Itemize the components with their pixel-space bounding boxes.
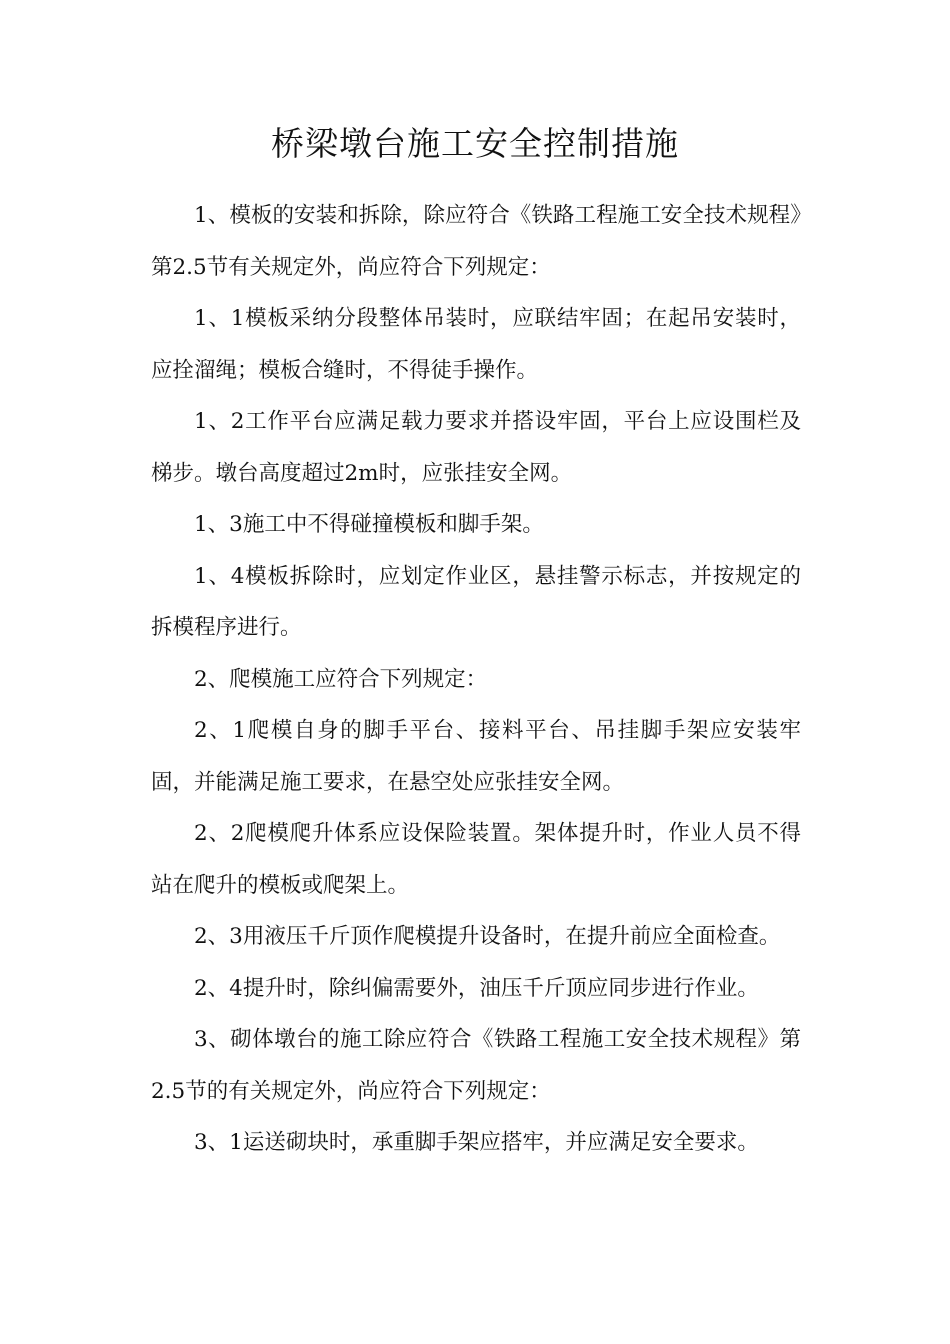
document-body xyxy=(151,190,801,1169)
paragraph-2-3: 2、3用液压千斤顶作爬模提升设备时，在提升前应全面检查。 xyxy=(194,924,781,949)
paragraph-2-1: 2、1爬模自身的脚手平台、接料平台、吊挂脚手架应安装牢固，并能满足施工要求，在悬空处应张挂安全网。 xyxy=(151,718,801,795)
paragraph-3-1: 3、1运送砌块时，承重脚手架应搭牢，并应满足安全要求。 xyxy=(194,1130,759,1155)
paragraph-1-3: 1、3施工中不得碰撞模板和脚手架。 xyxy=(194,512,544,537)
paragraph-2: 2、爬模施工应符合下列规定： xyxy=(194,666,488,692)
paragraph-1: 1、模板的安装和拆除，除应符合《铁路工程施工安全技术规程》第2.5节有关规定外，尚应符合下列规定： xyxy=(151,203,801,280)
paragraph-1-4: 1、4模板拆除时，应划定作业区，悬挂警示标志，并按规定的拆模程序进行。 xyxy=(151,563,801,640)
paragraph-2-2: 2、2爬模爬升体系应设保险装置。架体提升时，作业人员不得站在爬升的模板或爬架上。 xyxy=(151,821,801,898)
paragraph-3: 3、砌体墩台的施工除应符合《铁路工程施工安全技术规程》第2.5节的有关规定外，尚应符合下列规定： xyxy=(151,1027,801,1104)
paragraph-1-1: 1、1模板采纳分段整体吊装时，应联结牢固；在起吊安装时，应拴溜绳；模板合缝时，不得徒手操作。 xyxy=(151,306,801,383)
paragraph-2-4: 2、4提升时，除纠偏需要外，油压千斤顶应同步进行作业。 xyxy=(194,975,759,1001)
document-title: 桥梁墩台施工安全控制措施 xyxy=(271,124,679,163)
paragraph-1-2: 1、2工作平台应满足载力要求并搭设牢固，平台上应设围栏及梯步。墩台高度超过2m时，应张挂安全网。 xyxy=(151,409,801,486)
